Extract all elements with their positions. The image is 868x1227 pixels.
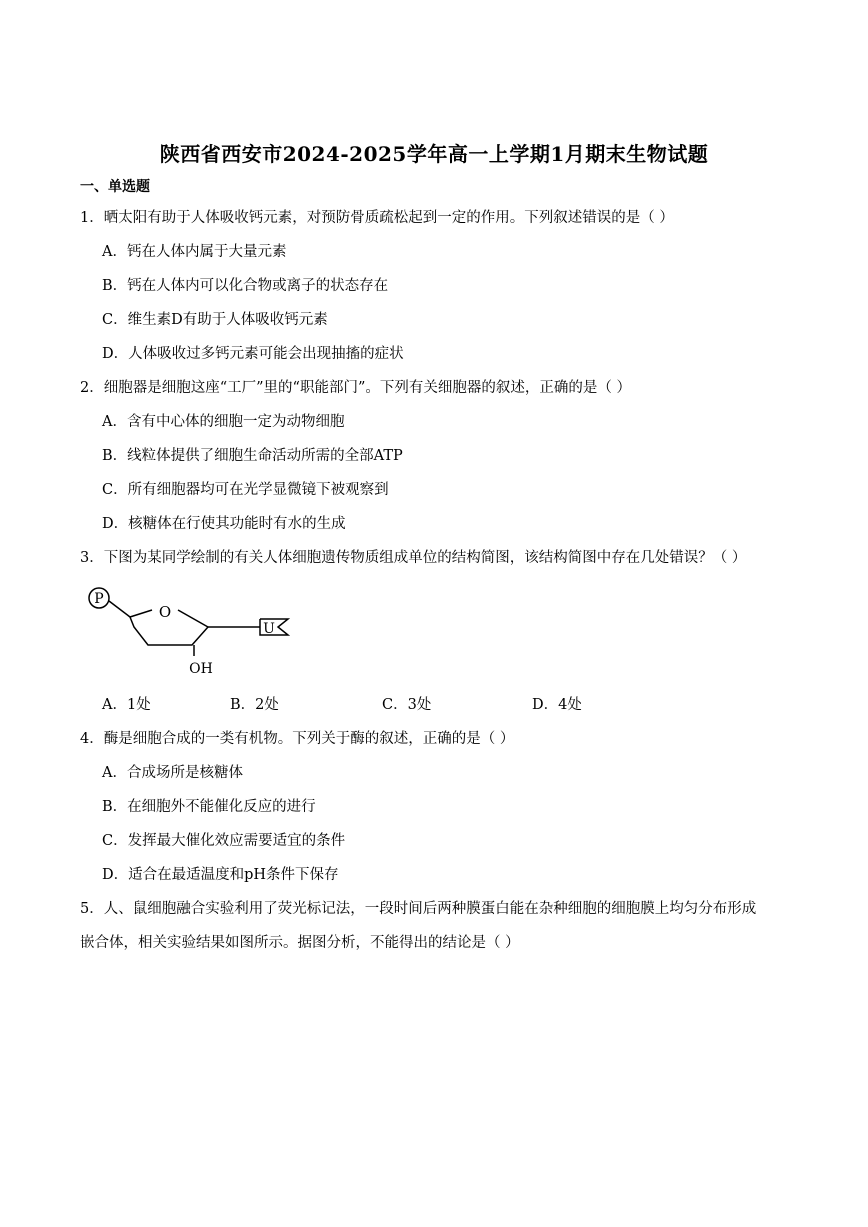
page-title: 陕西省西安市2024-2025学年高一上学期1月期末生物试题	[159, 142, 709, 166]
question-3-option-a: A．1处	[102, 697, 151, 713]
question-4-option-a: A．合成场所是核糖体	[102, 765, 243, 781]
question-2-option-c: C．所有细胞器均可在光学显微镜下被观察到	[102, 482, 389, 498]
question-3-option-d: D．4处	[532, 697, 582, 713]
question-4-stem: 4．酶是细胞合成的一类有机物。下列关于酶的叙述，正确的是（ ）	[80, 731, 515, 747]
question-2-option-a: A．含有中心体的细胞一定为动物细胞	[102, 414, 345, 430]
question-1-stem: 1．晒太阳有助于人体吸收钙元素，对预防骨质疏松起到一定的作用。下列叙述错误的是（ ）	[80, 210, 674, 226]
hydroxyl-label: OH	[189, 661, 213, 677]
phosphate-label: P	[94, 591, 104, 607]
question-2-stem: 2．细胞器是细胞这座“工厂”里的“职能部门”。下列有关细胞器的叙述，正确的是（ ）	[80, 380, 631, 396]
question-5-stem-line-2: 嵌合体，相关实验结果如图所示。据图分析，不能得出的结论是（ ）	[80, 935, 520, 951]
question-1-option-c: C．维生素D有助于人体吸收钙元素	[102, 312, 328, 328]
question-2-option-d: D．核糖体在行使其功能时有水的生成	[102, 516, 346, 532]
question-4-option-b: B．在细胞外不能催化反应的进行	[102, 799, 316, 815]
question-1-option-d: D．人体吸收过多钙元素可能会出现抽搐的症状	[102, 346, 404, 362]
question-4-option-c: C．发挥最大催化效应需要适宜的条件	[102, 833, 346, 849]
ring-oxygen-label: O	[158, 603, 172, 621]
section-heading: 一、单选题	[80, 179, 150, 195]
question-3-stem: 3．下图为某同学绘制的有关人体细胞遗传物质组成单位的结构简图，该结构简图中存在几处错误？（ ）	[80, 550, 747, 566]
question-2-option-b: B．线粒体提供了细胞生命活动所需的全部ATP	[102, 448, 403, 464]
question-3-option-b: B．2处	[230, 697, 279, 713]
question-5-stem-line-1: 5．人、鼠细胞融合实验利用了荧光标记法，一段时间后两种膜蛋白能在杂种细胞的细胞膜上均匀分布形成	[80, 901, 757, 917]
question-1-option-a: A．钙在人体内属于大量元素	[102, 244, 287, 260]
question-4-option-d: D．适合在最适温度和pH条件下保存	[102, 867, 339, 883]
phosphate-bond	[109, 601, 130, 617]
question-1-option-b: B．钙在人体内可以化合物或离子的状态存在	[102, 278, 389, 294]
question-3-option-c: C．3处	[382, 697, 432, 713]
nucleotide-structure-diagram	[84, 583, 294, 678]
uracil-label: U	[263, 621, 275, 637]
